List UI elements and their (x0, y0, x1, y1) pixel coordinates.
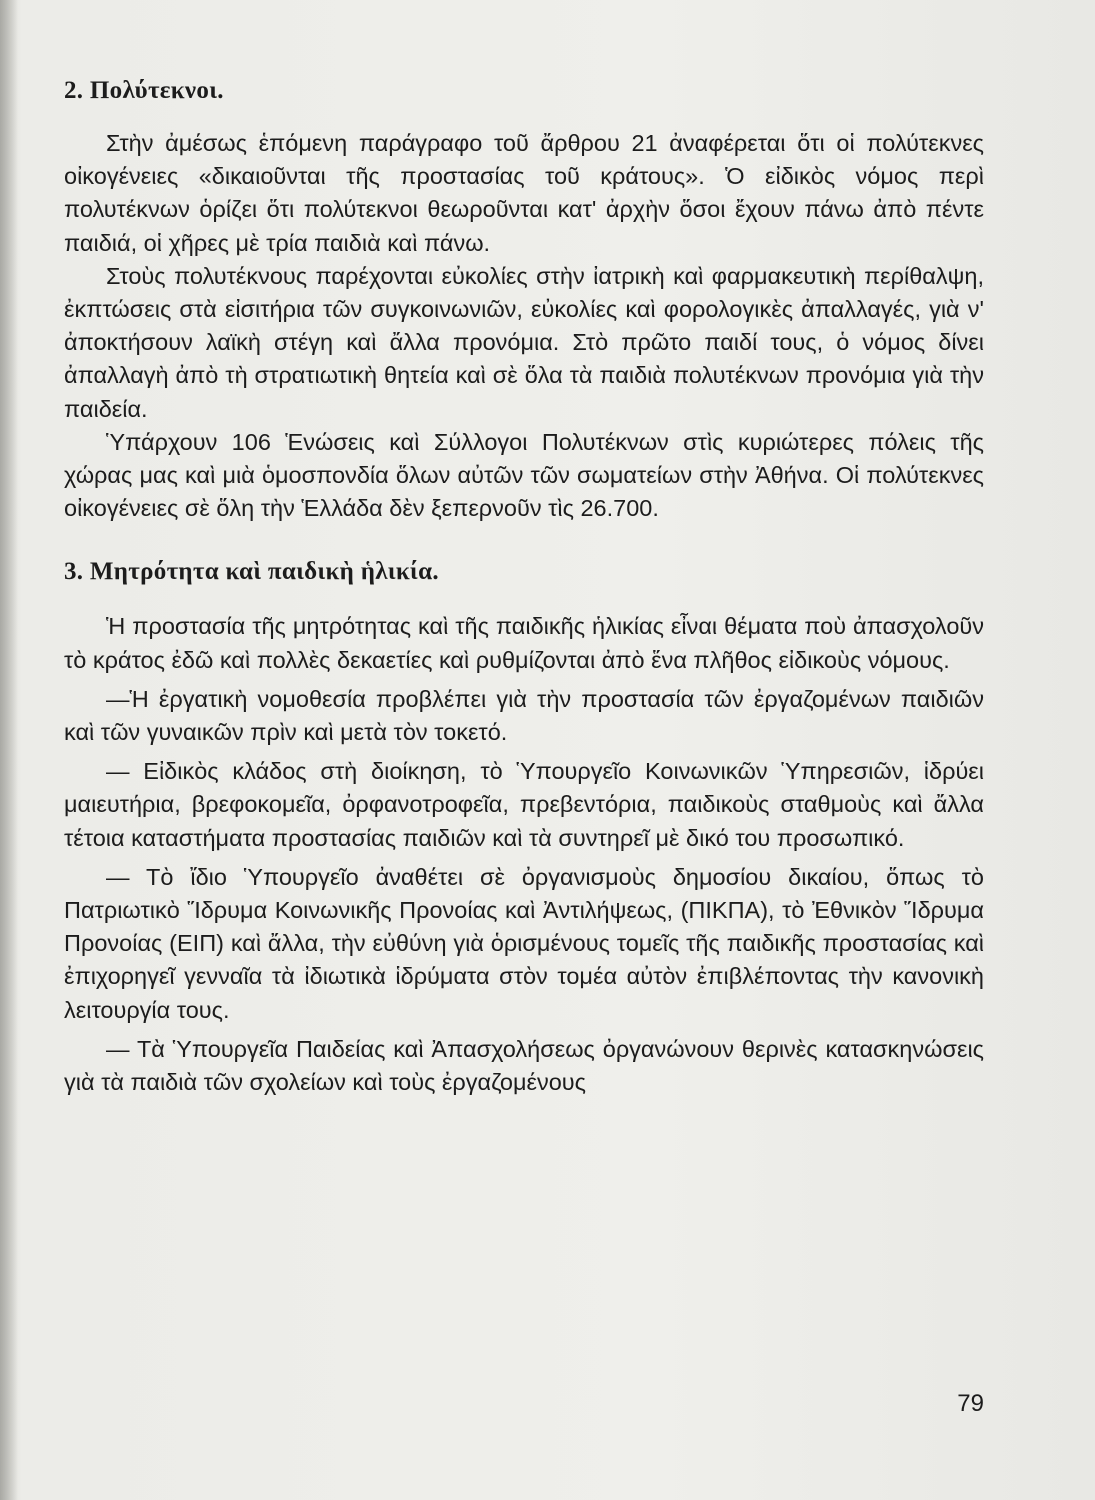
paragraph: — Εἰδικὸς κλάδος στὴ διοίκηση, τὸ Ὑπουργεῖο Κοινωνικῶν Ὑπηρεσιῶν, ἱδρύει μαιευτήρια, βρεφοκομεῖα, ὀρφανοτροφεῖα, πρεβεντόρια, παιδικοὺς σταθμοὺς καὶ ἄλλα τέτοια καταστήματα προστασίας παιδιῶν καὶ τὰ συντηρεῖ μὲ δικό του προσωπικό. (64, 758, 984, 851)
paragraph: Στὴν ἀμέσως ἑπόμενη παράγραφο τοῦ ἄρθρου 21 ἀναφέρεται ὅτι οἱ πολύτεκνες οἰκογένειες «δικαιοῦνται τῆς προστασίας τοῦ κράτους». Ὁ εἰδικὸς νόμος περὶ πολυτέκνων ὁρίζει ὅτι πολύτεκνοι θεωροῦνται κατ' ἀρχὴν ὅσοι ἔχουν πάνω ἀπὸ πέντε παιδιά, οἱ χῆρες μὲ τρία παιδιὰ καὶ πάνω. (64, 130, 984, 256)
binding-shadow (0, 0, 18, 1500)
paragraph: Ἡ προστασία τῆς μητρότητας καὶ τῆς παιδικῆς ἡλικίας εἶναι θέματα ποὺ ἀπασχολοῦν τὸ κράτος ἐδῶ καὶ πολλὲς δεκαετίες καὶ ρυθμίζονται ἀπὸ ἕνα πλῆθος εἰδικοὺς νόμους. (64, 613, 984, 673)
paragraph: Στοὺς πολυτέκνους παρέχονται εὐκολίες στὴν ἰατρικὴ καὶ φαρμακευτικὴ περίθαλψη, ἐκπτώσεις στὰ εἰσιτήρια τῶν συγκοινωνιῶν, εὐκολίες καὶ φορολογικὲς ἀπαλλαγές, γιὰ ν' ἀποκτήσουν λαϊκὴ στέγη καὶ ἄλλα προνόμια. Στὸ πρῶτο παιδί τους, ὁ νόμος δίνει ἀπαλλαγὴ ἀπὸ τὴ στρατιωτικὴ θητεία καὶ σὲ ὅλα τὰ παιδιὰ πολυτέκνων προνόμια γιὰ τὴν παιδεία. (64, 262, 984, 422)
paragraph: —Ἡ ἐργατικὴ νομοθεσία προβλέπει γιὰ τὴν προστασία τῶν ἐργαζομένων παιδιῶν καὶ τῶν γυναικῶν πρὶν καὶ μετὰ τὸν τοκετό. (64, 685, 984, 746)
section-heading-polyteknoi: 2. Πολύτεκνοι. (64, 77, 224, 104)
paragraph: Ὑπάρχουν 106 Ἑνώσεις καὶ Σύλλογοι Πολυτέκνων στὶς κυριώτερες πόλεις τῆς χώρας μας καὶ μιὰ ὁμοσπονδία ὅλων αὐτῶν τῶν σωματείων στὴν Ἀθήνα. Οἱ πολύτεκνες οἰκογένειες σὲ ὅλη τὴν Ἑλλάδα δὲν ξεπερνοῦν τὶς 26.700. (64, 428, 984, 522)
section-heading-mitrotita: 3. Μητρότητα καὶ παιδικὴ ἡλικία. (64, 558, 439, 586)
paragraph: — Τὸ ἴδιο Ὑπουργεῖο ἀναθέτει σὲ ὀργανισμοὺς δημοσίου δικαίου, ὅπως τὸ Πατριωτικὸ Ἵδρυμα Κοινωνικῆς Προνοίας καὶ Ἀντιλήψεως, (ΠΙΚΠΑ), τὸ Ἐθνικὸν Ἵδρυμα Προνοίας (ΕΙΠ) καὶ ἄλλα, τὴν εὐθύνη γιὰ ὁρισμένους τομεῖς τῆς παιδικῆς προστασίας καὶ ἐπιχορηγεῖ γενναῖα τὰ ἰδιωτικὰ ἱδρύματα στὸν τομέα αὐτὸν ἐπιβλέποντας τὴν κανονικὴ λειτουργία τους. (64, 863, 984, 1023)
paragraph: — Τὰ Ὑπουργεῖα Παιδείας καὶ Ἀπασχολήσεως ὀργανώνουν θερινὲς κατασκηνώσεις γιὰ τὰ παιδιὰ τῶν σχολείων καὶ τοὺς ἐργαζομένους (64, 1035, 984, 1096)
page-text (64, 74, 984, 1099)
page-number: 79 (957, 1390, 984, 1417)
